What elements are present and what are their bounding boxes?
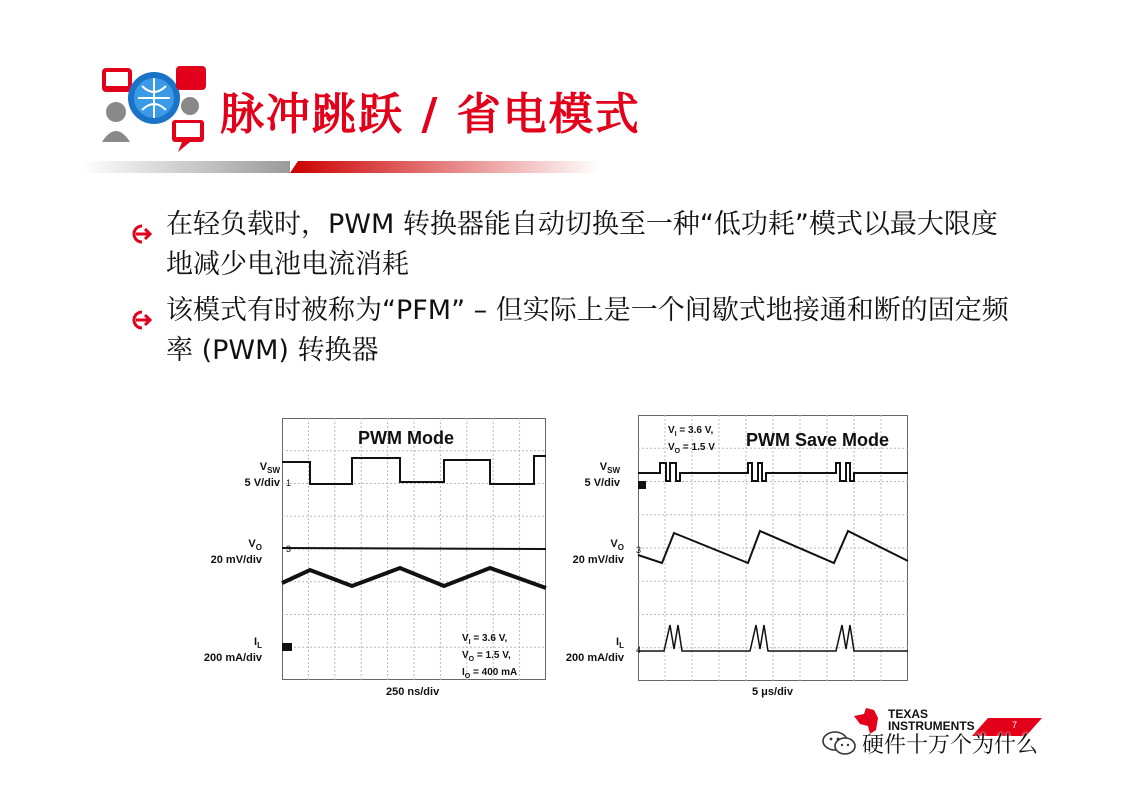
scope-left-vsw-label: $V_{SW}$ 5 V/div [244, 461, 280, 490]
scope-right-conditions: $V_I = 3.6$ V, $V_O = 1.5$ V [668, 425, 715, 455]
scope-left-il-label: $I_L$ 200 mA/div [203, 636, 262, 665]
arrow-bullet-icon [132, 216, 154, 236]
scope-right-title: PWM Save Mode [746, 430, 890, 450]
page-number: 7 [1012, 720, 1018, 730]
scope-left-vo-label: $V_O$ 20 mV/div [210, 538, 262, 567]
scope-right-il-label: $I_L$ 200 mA/div [565, 636, 624, 665]
title-underline [80, 158, 600, 170]
scope-right-vo-label: $V_O$ 20 mV/div [572, 538, 624, 567]
bullet-item: 该模式有时被称为“PFM” – 但实际上是一个间歇式地接通和断的固定频率 (PWM) 转换器 [132, 291, 1012, 371]
scope-left-conditions: $V_I = 3.6$ V, $V_O = 1.5$ V, $I_O = 400$ mA [462, 633, 518, 680]
slide-title: 脉冲跳跃 / 省电模式 [220, 89, 641, 140]
watermark: 硬件十万个为什么 [822, 728, 1038, 762]
bullet-item: 在轻负载时，PWM 转换器能自动切换至一种“低功耗”模式以最大限度地减少电池电流消耗 [132, 205, 1012, 285]
scope-right-timebase: 5 μs/div [752, 686, 793, 698]
presentation-logo-icon [98, 62, 210, 154]
vo-trace [282, 548, 546, 549]
svg-text:1: 1 [286, 478, 292, 488]
wechat-icon [822, 730, 856, 762]
svg-text:3: 3 [286, 544, 292, 554]
bullet-list [132, 205, 1012, 377]
ti-wordmark: TEXAS INSTRUMENTS [888, 707, 975, 733]
svg-text:3: 3 [636, 545, 642, 555]
scope-left-timebase: 250 ns/div [386, 686, 440, 698]
arrow-bullet-icon [132, 302, 154, 322]
scope-left-title: PWM Mode [358, 428, 454, 448]
svg-text:4: 4 [636, 645, 642, 655]
scope-right-vsw-label: $V_{SW}$ 5 V/div [584, 461, 620, 490]
